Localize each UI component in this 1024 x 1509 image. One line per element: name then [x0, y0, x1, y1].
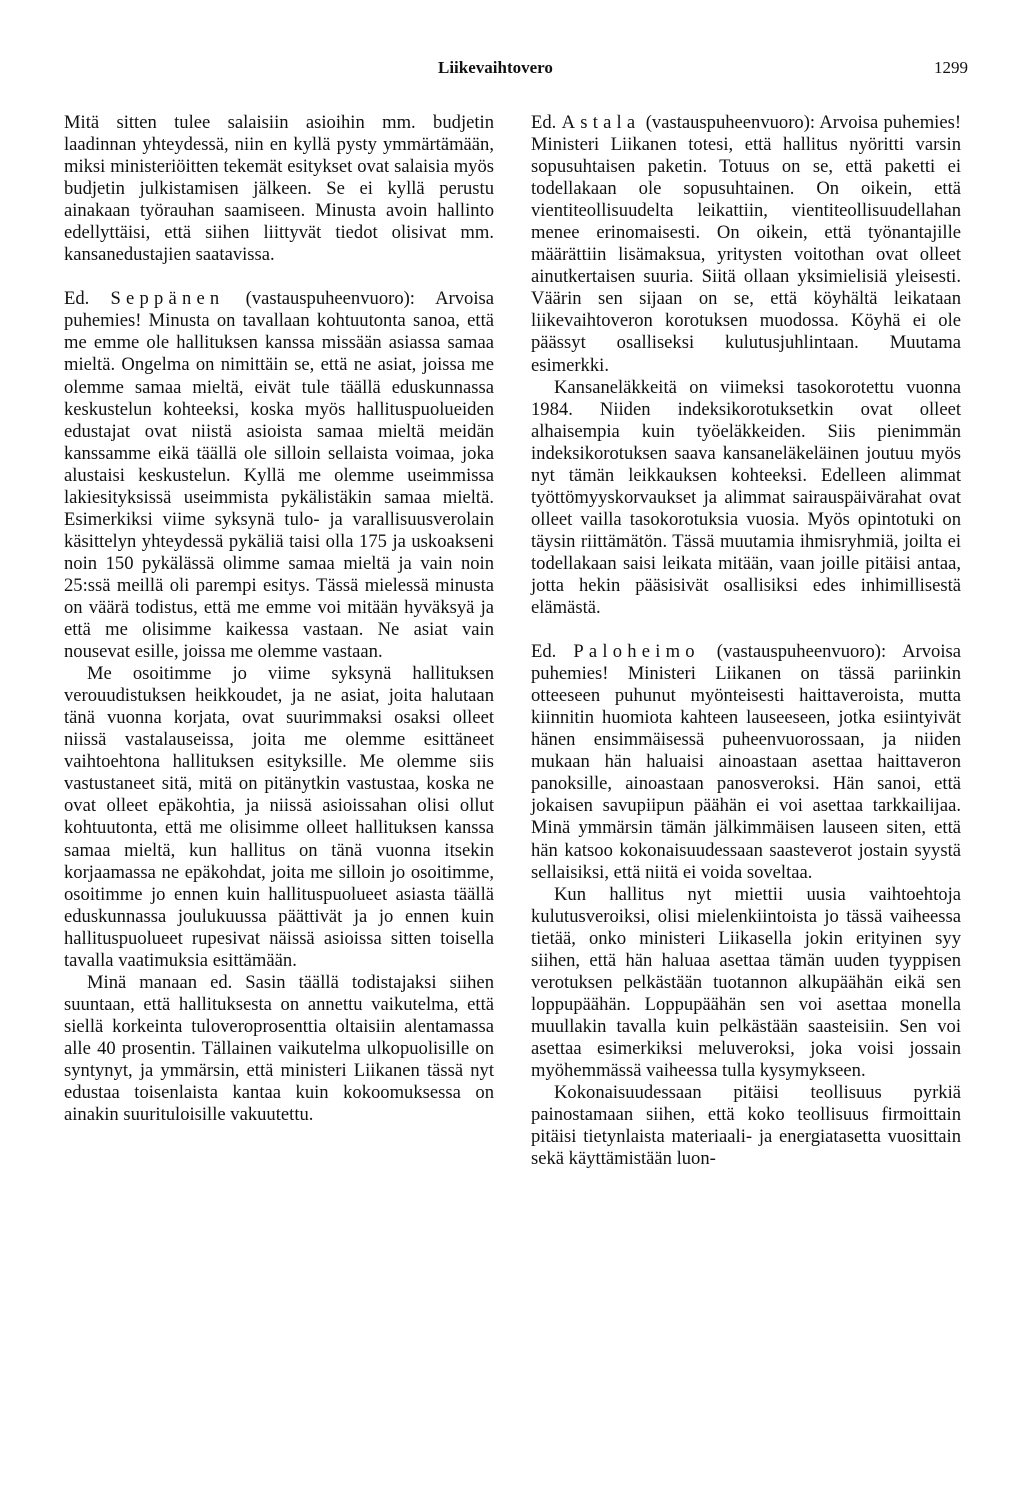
speaker-prefix: Ed.: [531, 112, 557, 133]
speech-seppanen: [64, 288, 494, 663]
speech-text: (vastauspuheenvuoro): Arvoisa puhemies! Ministeri Liikanen on tässä pariinkin otteeseen puhunut myönteisesti haittaveroista, mutta kiinnitin huomiota kahteen lauseeseen, jotka esiintyivät hänen ensimmäisessä puheenvuorossaan, ja niiden mukaan hän haluaisi ainoastaan asettaa haittaveron panoksille, ainoastaan panosveroksi. Hän sanoi, että jokaisen savupiipun päähän ei voi asettaa tarkkailijaa. Minä ymmärsin tämän jälkimmäisen lauseen siten, että hän katsoo kokonaisuudessaan saasteverot jostain syystä sellaisiksi, että niitä ei voida soveltaa.: [531, 641, 962, 883]
speech-text: (vastauspuheenvuoro): Arvoisa puhemies! Ministeri Liikanen totesi, että hallitus nyöritti varsin sopusuhtaisen paketin. Totuus on se, että paketti ei todellakaan ole sopusuhtainen. On oikein, että vientiteollisuudelta leikattiin, vientiteollisuudellahan menee erinomaisesti. On oikein, että työnantajille määrättiin lisämaksua, yritysten voitothan ovat olleet ainutkertaisen suuria. Siitä ollaan yksimielisiä yleisesti. Väärin sen sijaan on se, että köyhältä leikataan liikevaihtoveron korotuksen muodossa. Köyhä ei ole päässyt osalliseksi kulutusjuhlintaan. Muutama esimerkki.: [531, 112, 962, 376]
speech-paloheimo: [531, 641, 961, 884]
running-title: Liikevaihtovero: [438, 58, 553, 77]
paragraph: Kansaneläkkeitä on viimeksi tasokorotettu vuonna 1984. Niiden indeksikorotuksetkin ovat olleet alhaisempia kuin työeläkkeiden. Siis pienimmän indeksikorotuksen saava kansaneläkeläinen joutuu myös nyt tämän leikkauksen kohteeksi. Edelleen alimmat työttömyyskorvaukset ja alimmat sairauspäivärahat ovat olleet vailla tasokorotuksia vuosia. Myös opintotuki on täysin riittämätön. Tässä muutamia ihmisryhmiä, joilta ei todellakaan saisi leikata mitään, vaan joille pitäisi antaa, jotta hekin pääsisivät osallisiksi edes inhimillisestä elämästä.: [531, 376, 961, 619]
left-column: [64, 112, 494, 1126]
speaker-name: Astala: [561, 112, 641, 133]
speaker-name: Seppänen: [110, 288, 225, 310]
speaker-prefix: Ed.: [531, 641, 557, 663]
page-header: [0, 58, 1024, 82]
speaker-name: Paloheimo: [573, 641, 700, 663]
paragraph: Minä manaan ed. Sasin täällä todistajaksi siihen suuntaan, että hallituksesta on annettu vaikutelma, että siellä korkeinta tuloveroprosenttia oltaisiin alentamassa alle 40 prosentin. Tällainen vaikutelma ulkopuolisille on syntynyt, ja ymmärsin, että ministeri Liikanen tässä nyt edustaa toisenlaista kantaa kuin kokoomuksessa on ainakin suurituloisille vakuutettu.: [64, 971, 494, 1126]
right-column: [531, 112, 961, 1170]
speech-astala: [531, 112, 961, 377]
paragraph: Me osoitimme jo viime syksynä hallituksen verouudistuksen heikkoudet, ja ne asiat, joita halutaan tänä vuonna korjata, ovat suurimmaksi osaksi olleet niissä vastalauseissa, joita me olemme esittäneet vaihtoehtona hallituksen esityksille. Me olemme siis vastustaneet sitä, mitä on pitänytkin vastustaa, koska ne ovat olleet epäkohtia, ja niissä asioissahan olisi ollut kohtuutonta, että me olisimme olleet hallituksen kanssa samaa mieltä, kun hallitus on tänä vuonna itsekin korjaamassa ne epäkohdat, joita me silloin jo osoitimme, osoitimme jo ennen kuin hallituspuolueet asiasta täällä eduskunnassa joulukuussa päättivät ja jo ennen kuin hallituspuolueet rupesivat näissä asioissa sitten toisella tavalla vaatimuksia esittämään.: [64, 663, 494, 971]
page-number: 1299: [934, 58, 968, 77]
speech-text: (vastauspuheenvuoro): Arvoisa puhemies! Minusta on tavallaan kohtuutonta sanoa, että me emme ole hallituksen kanssa missään asiassa samaa mieltä. Ongelma on nimittäin se, että ne asiat, joissa me olemme samaa mieltä, eivät tule täällä eduskunnassa keskustelun kohteeksi, koska myös hallituspuolueiden edustajat ovat niistä asioista samaa mieltä meidän kanssamme eikä täällä ole silloin sellaista voimaa, joka alustaisi keskustelun. Kyllä me olemme useimmissa lakiesityksissä useimmista pykälistäkin samaa mieltä. Esimerkiksi viime syksynä tulo- ja varallisuusverolain käsittelyn yhteydessä pykäliä taisi olla 175 ja uskoakseni noin 150 pykälässä olimme samaa mieltä ja vain noin 25:ssä meillä oli parempi esitys. Tässä mielessä minusta on väärä todistus, että me emme voi mitään hyväksyä ja että me olisimme kaikessa vastaan. Ne asiat vain nousevat esille, joissa me olemme vastaan.: [64, 288, 494, 663]
paragraph: Kun hallitus nyt miettii uusia vaihtoehtoja kulutusveroiksi, olisi mielenkiintoista jo tässä vaiheessa tietää, onko ministeri Liikasella jokin erityinen syy siihen, että hän haluaa asettaa tämän uuden tyyppisen verotuksen pelkästään tuotannon alkupäähän eikä sen loppupäähän. Loppupäähän sen voi asettaa monella muullakin tavalla kuin pelkästään saasteisiin. Sen voi asettaa esimerkiksi meluveroksi, joka voisi jossain myöhemmässä vaiheessa tulla kysymykseen.: [531, 883, 961, 1081]
paragraph: Mitä sitten tulee salaisiin asioihin mm. budjetin laadinnan yhteydessä, niin en kyllä pysty ymmärtämään, miksi ministeriöitten tekemät esitykset ovat salaisia myös budjetin julkistamisen jälkeen. Se ei kyllä perustu ainakaan työrauhan saamiseen. Minusta avoin hallinto edellyttäisi, että siihen liittyvät tiedot olisivat mm. kansanedustajien saatavissa.: [64, 112, 494, 266]
speaker-prefix: Ed.: [64, 288, 90, 310]
paragraph: Kokonaisuudessaan pitäisi teollisuus pyrkiä painostamaan siihen, että koko teollisuus firmoittain pitäisi tietynlaista materiaali- ja energiatasetta vuosittain sekä käyttämistään luon-: [531, 1082, 961, 1170]
